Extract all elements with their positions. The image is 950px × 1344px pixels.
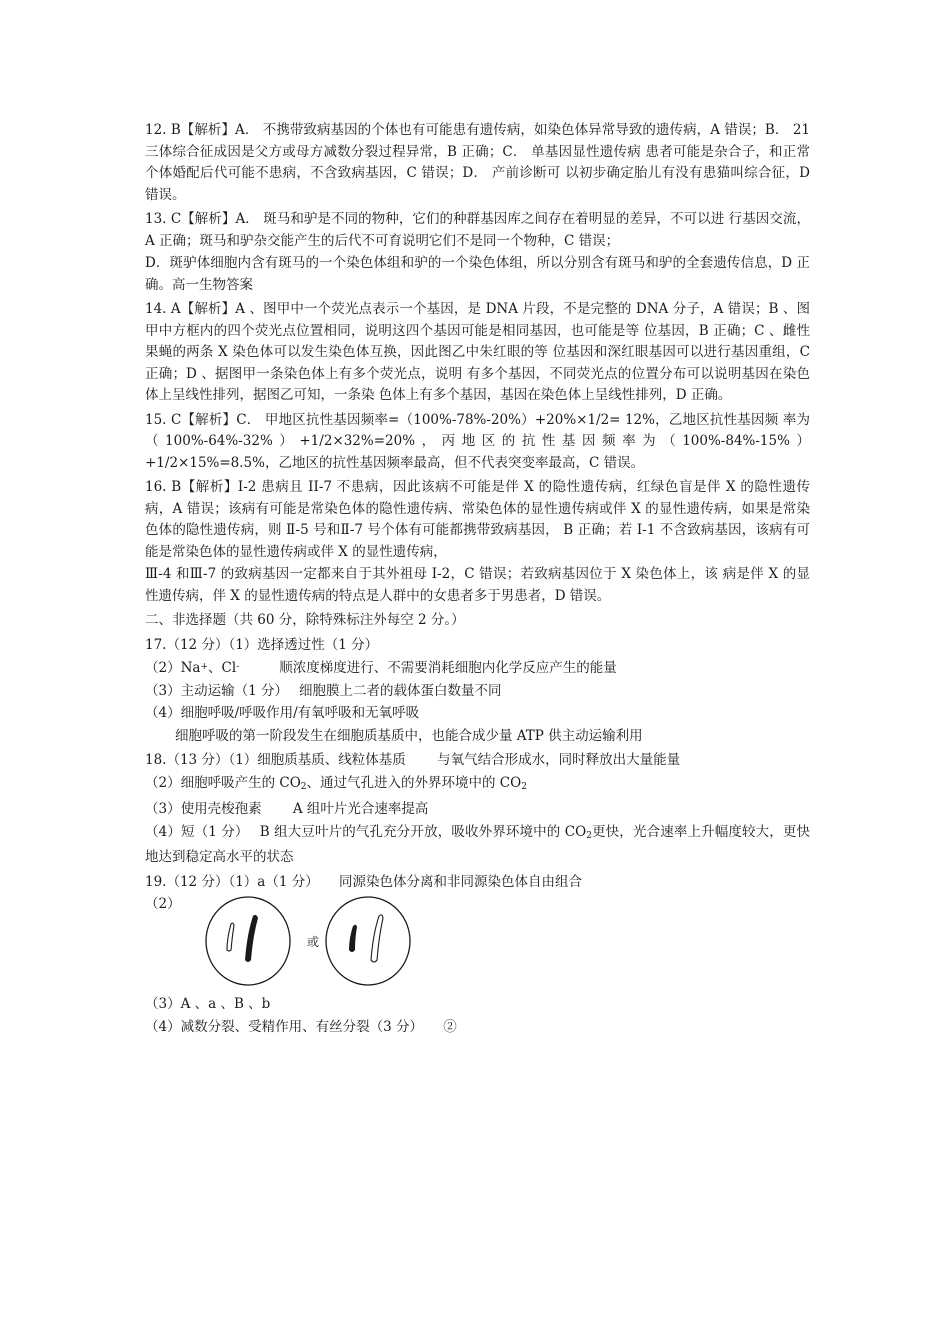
answer-12: 12. B【解析】A． 不携带致病基因的个体也有可能患有遗传病，如染色体异常导致的遗传病，A 错误；B． 21 三体综合征成因是父方或母方减数分裂过程异常，B 正确；C． 单基因显性遗传病 患者可能是杂合子，和正常个体婚配后代可能不患病，不含致病基因，C 错误；D． 产前诊断可 以初步确定胎儿有没有患猫叫综合征，D 错误。 — [145, 122, 810, 203]
answer-18-2 — [145, 773, 810, 799]
answer-19-3: （3）A 、a 、B 、b — [145, 996, 271, 1012]
answer-17-4: （4）细胞呼吸/呼吸作用/有氧呼吸和无氧呼吸 — [145, 705, 420, 721]
minus-superscript: - — [236, 662, 240, 672]
answer-13-part1: 13. C【解析】A． 斑马和驴是不同的物种，它们的种群基因库之间存在着明显的差异，不可以进 行基因交流，A 正确；斑马和驴杂交能产生的后代不可育说明它们不是同一个物种，C 错误； — [145, 211, 810, 249]
chromosome-diagram — [205, 894, 505, 990]
co2-subscript: 2 — [586, 830, 592, 841]
answer-18-4-text-a: （4）短（1 分） B 组大豆叶片的气孔充分开放，吸收外界环境中的 CO — [145, 823, 587, 840]
chromosome-cell-diagram-right-icon — [326, 897, 410, 985]
na-text: （2）Na — [145, 660, 201, 676]
answer-17-2 — [145, 657, 810, 680]
answer-17-3: （3）主动运输（1 分） 细胞膜上二者的载体蛋白数量不同 — [145, 682, 502, 699]
answer-18-4 — [145, 822, 810, 869]
answer-18-2-text-b: 、通过气孔进入的外界环境中的 CO — [306, 774, 522, 791]
answer-17-2-reason: 顺浓度梯度进行、不需要消耗细胞内化学反应产生的能量 — [279, 660, 617, 676]
or-label: 或 — [307, 935, 320, 949]
chromosome-cell-diagram-left-icon — [206, 897, 290, 985]
answer-18-3: （3）使用壳梭孢素 A 组叶片光合速率提高 — [145, 801, 429, 817]
answer-18-1: 18.（13 分）（1）细胞质基质、线粒体基质 与氧气结合形成水，同时释放出大量能量 — [145, 752, 681, 768]
co2-subscript: 2 — [521, 781, 527, 792]
answer-19-2-figure-row — [145, 894, 810, 990]
answer-19-1: 19.（12 分）（1）a（1 分） 同源染色体分离和非同源染色体自由组合 — [145, 873, 582, 890]
answer-18-2-text-a: （2）细胞呼吸产生的 CO — [145, 774, 301, 791]
answer-18-4-text-b: 更快，光合速率上升幅度较大，更快地达到稳定高水平的状态 — [145, 823, 810, 865]
plus-superscript: + — [200, 662, 208, 672]
answer-15: 15. C【解析】C． 甲地区抗性基因频率=（100%-78%-20%）+20%×1/2= 12%，乙地区抗性基因频 率为（100%-64%-32%）+1/2×32%=20%，丙地区的抗性基因频率为（100%-84%-15%）+1/2×15%=8.5%，乙地区的抗性基因频率最高，但不代表突变率最高，C 错误。 — [145, 411, 810, 471]
answer-16-part2: Ⅲ-4 和Ⅲ-7 的致病基因一定都来自于其外祖母 I-2，C 错误；若致病基因位于 X 染色体上，该 病是伴 X 的显性遗传病，伴 X 的显性遗传病的特点是人群中的女患者多于男患者，D 错误。 — [145, 566, 810, 604]
answer-17-4-explanation: 细胞呼吸的第一阶段发生在细胞质基质中，也能合成少量 ATP 供主动运输利用 — [175, 727, 643, 744]
answer-19-4: （4）减数分裂、受精作用、有丝分裂（3 分） ② — [145, 1018, 457, 1035]
answer-17-1: 17.（12 分）（1）选择透过性（1 分） — [145, 636, 379, 653]
answer-14: 14. A【解析】A 、图甲中一个荧光点表示一个基因，是 DNA 片段，不是完整的 DNA 分子，A 错误；B 、图甲中方框内的四个荧光点位置相同，说明这四个基因可能是相同基因，也可能是等 位基因，B 正确；C 、雌性果蝇的两条 X 染色体可以发生染色体互换，因此图乙中朱红眼的等 位基因和深红眼基因可以进行基因重组，C 正确；D 、据图甲一条染色体上有多个荧光点，说明 有多个基因，不同荧光点的位置分布可以说明基因在染色体上呈线性排列，据图乙可知，一条染 色体上有多个基因，基因在染色体上呈线性排列，D 正确。 — [145, 301, 810, 403]
answer-13-part2: D．斑驴体细胞内含有斑马的一个染色体组和驴的一个染色体组，所以分别含有斑马和驴的全套遗传信息，D 正确。高一生物答案 — [145, 255, 810, 293]
answer-16-part1: 16. B【解析】I-2 患病且 II-7 不患病，因此该病不可能是伴 X 的隐性遗传病，红绿色盲是伴 X 的隐性遗传病，A 错误；该病有可能是常染色体的隐性遗传病、常染色体的显性遗传病或伴 X 的显性遗传病，如果是常染色体的隐性遗传病，则 Ⅱ-5 号和Ⅱ-7 号个体有可能都携带致病基因， B 正确；若 I-1 不含致病基因，该病有可能是常染色体的显性遗传病或伴 X 的显性遗传病， — [145, 479, 810, 560]
answer-content — [145, 120, 810, 1041]
cl-text: 、Cl — [208, 660, 237, 676]
section-heading-nonchoice: 二、非选择题（共 60 分，除特殊标注外每空 2 分。） — [145, 612, 465, 628]
co2-subscript: 2 — [300, 781, 307, 792]
answer-19-2-label: （2） — [145, 896, 181, 912]
